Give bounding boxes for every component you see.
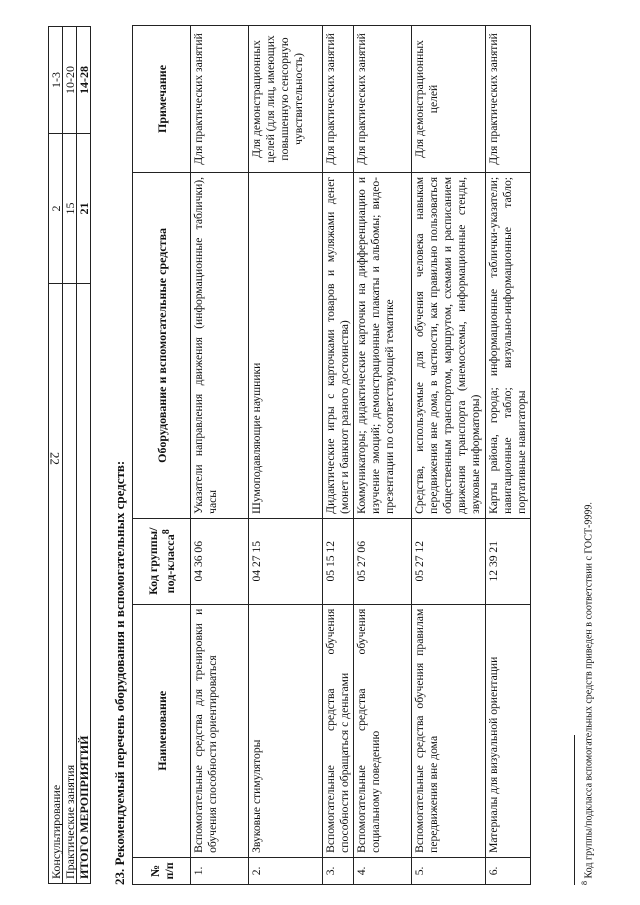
summary-row-value-b: 14-28 xyxy=(77,27,91,134)
header-name: Наименование xyxy=(133,604,191,857)
footnote xyxy=(580,502,594,885)
row-equipment: Шумоподавляющие наушники xyxy=(249,172,323,518)
summary-row-label: Консультирование xyxy=(49,284,63,884)
row-code: 04 36 06 xyxy=(191,518,249,604)
row-num: 5. xyxy=(412,857,486,884)
row-code: 12 39 21 xyxy=(486,518,531,604)
row-name: Звуковые стимуляторы xyxy=(249,604,323,857)
page-number: 22 xyxy=(47,452,63,465)
header-code-footnote-mark: 8 xyxy=(161,529,172,535)
row-num: 3. xyxy=(323,857,354,884)
equipment-table xyxy=(132,25,531,885)
summary-row-label: ИТОГО МЕРОПРИЯТИЙ xyxy=(77,284,91,884)
row-equipment: Дидактические игры с карточками товаров и муляжами денег (монет и банкнот разного достоинства) xyxy=(323,172,354,518)
row-num: 4. xyxy=(354,857,412,884)
table-row xyxy=(323,26,354,885)
table-row-total xyxy=(77,27,91,884)
row-note: Для практических занятий xyxy=(191,26,249,173)
table-row xyxy=(63,27,77,884)
row-name: Материалы для визуальной ориентации xyxy=(486,604,531,857)
table-row xyxy=(354,26,412,885)
table-header-row xyxy=(133,26,191,885)
summary-row-value-b: 1-3 xyxy=(49,27,63,134)
header-note: Примечание xyxy=(133,26,191,173)
summary-table xyxy=(48,26,91,884)
row-note: Для демонстрационных целей xyxy=(412,26,486,173)
row-name: Вспомогательные средства для тренировки и обучения способности ориентироваться xyxy=(191,604,249,857)
row-equipment: Карты района, города; информационные таблички-указатели; навигационные табло; визуально-информационные табло; портативные навигаторы xyxy=(486,172,531,518)
row-name: Вспомогательные средства обучения способности обращаться с деньгами xyxy=(323,604,354,857)
summary-row-value-b: 10-20 xyxy=(63,27,77,134)
table-row xyxy=(486,26,531,885)
summary-row-value-a: 2 xyxy=(49,134,63,284)
row-num: 2. xyxy=(249,857,323,884)
row-num: 1. xyxy=(191,857,249,884)
row-code: 04 27 15 xyxy=(249,518,323,604)
row-name: Вспомогательные средства обучения социальному поведению xyxy=(354,604,412,857)
row-equipment: Указатели направления движения (информационные таблички), часы xyxy=(191,172,249,518)
footnote-divider xyxy=(574,735,575,885)
row-note: Для практических занятий xyxy=(354,26,412,173)
row-note: Для демонстрационных целей (для лиц, имеющих повышенную сенсорную чувствительность) xyxy=(249,26,323,173)
table-row xyxy=(249,26,323,885)
rotated-page xyxy=(40,25,600,885)
header-code xyxy=(133,518,191,604)
row-code: 05 15 12 xyxy=(323,518,354,604)
table-row xyxy=(412,26,486,885)
section-heading: 23. Рекомендуемый перечень оборудования и вспомогательных средств: xyxy=(112,460,127,885)
table-row xyxy=(49,27,63,884)
summary-row-value-a: 21 xyxy=(77,134,91,284)
row-note: Для практических занятий xyxy=(486,26,531,173)
header-code-text: Код группы/под-класса xyxy=(146,527,177,595)
row-code: 05 27 12 xyxy=(412,518,486,604)
row-equipment: Коммуникаторы; дидактические карточки на дифференциацию и изучение эмоций; демонстрационные плакаты и альбомы; видео-презентации по соответствующей тематике xyxy=(354,172,412,518)
footnote-text: Код группы/подкласса вспомогательных средств приведен в соответствии с ГОСТ-9999. xyxy=(583,502,595,879)
table-row xyxy=(191,26,249,885)
header-equipment: Оборудование и вспомогательные средства xyxy=(133,172,191,518)
summary-row-value-a: 15 xyxy=(63,134,77,284)
header-num: № п/п xyxy=(133,857,191,884)
row-name: Вспомогательные средства обучения правилам передвижения вне дома xyxy=(412,604,486,857)
row-code: 05 27 06 xyxy=(354,518,412,604)
summary-row-label: Практические занятия xyxy=(63,284,77,884)
row-note: Для практических занятий xyxy=(323,26,354,173)
row-num: 6. xyxy=(486,857,531,884)
footnote-mark: 8 xyxy=(580,881,589,885)
row-equipment: Средства, используемые для обучения человека навыкам передвижения вне дома, в частности, как правильно пользоваться общественным транспортом, маршрутом, схемами и расписанием движения транспорта (мнемосхемы, информационные стенды, звуковые информаторы) xyxy=(412,172,486,518)
